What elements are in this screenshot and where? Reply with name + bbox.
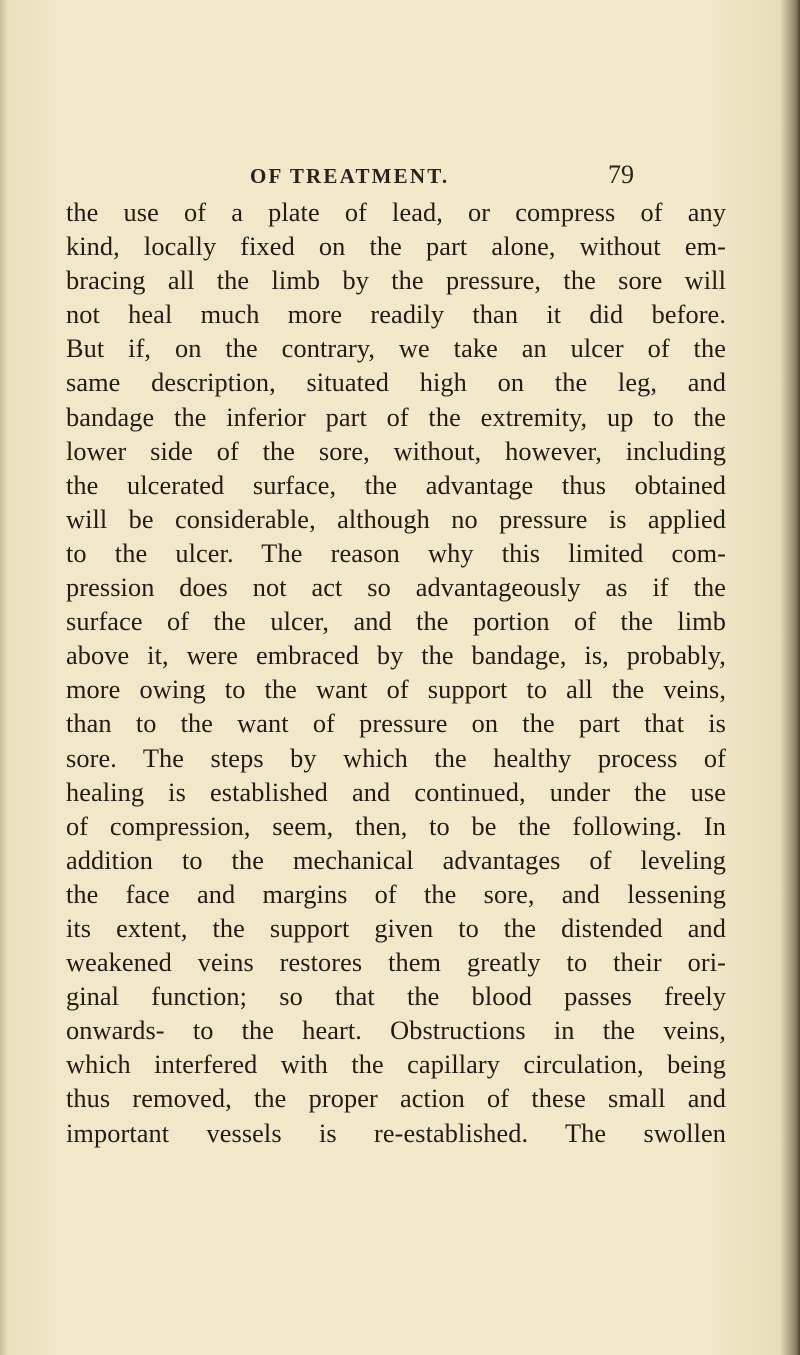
body-text (66, 196, 726, 1151)
text-line: pression does not act so advantageously as if the (66, 573, 726, 603)
text-line: ginal function; so that the blood passes freely (66, 982, 726, 1012)
text-line: healing is established and continued, under the use (66, 777, 726, 807)
text-line: thus removed, the proper action of these small and (66, 1084, 726, 1114)
text-line: its extent, the support given to the distended and (66, 913, 726, 943)
text-line: bracing all the limb by the pressure, the sore will (66, 266, 726, 296)
running-title: OF TREATMENT. (250, 164, 450, 188)
text-line: the face and margins of the sore, and lessening (66, 879, 726, 909)
text-line: the ulcerated surface, the advantage thus obtained (66, 470, 726, 500)
text-line: sore. The steps by which the healthy process of (66, 743, 726, 773)
running-head (0, 160, 800, 194)
text-line: will be considerable, although no pressure is applied (66, 504, 726, 534)
text-line: important vessels is re-established. The swollen (66, 1118, 726, 1148)
text-line: the use of a plate of lead, or compress of any (66, 198, 726, 227)
text-line: to the ulcer. The reason why this limited com- (66, 538, 726, 568)
text-line: than to the want of pressure on the part that is (66, 709, 726, 739)
page-number: 79 (608, 160, 634, 189)
text-line: bandage the inferior part of the extremity, up to the (66, 402, 726, 432)
text-line: addition to the mechanical advantages of leveling (66, 845, 726, 875)
text-line: of compression, seem, then, to be the following. In (66, 811, 726, 841)
text-line: But if, on the contrary, we take an ulcer of the (66, 334, 726, 364)
text-line: lower side of the sore, without, however, including (66, 436, 726, 466)
text-line: surface of the ulcer, and the portion of the limb (66, 607, 726, 637)
text-line: same description, situated high on the leg, and (66, 368, 726, 398)
text-line: kind, locally fixed on the part alone, without em- (66, 232, 726, 262)
text-line: onwards- to the heart. Obstructions in the veins, (66, 1016, 726, 1046)
text-line: not heal much more readily than it did before. (66, 300, 726, 330)
text-line: weakened veins restores them greatly to their ori- (66, 948, 726, 978)
text-line: above it, were embraced by the bandage, is, probably, (66, 641, 726, 671)
text-line: more owing to the want of support to all the veins, (66, 675, 726, 705)
page-gutter-shadow (0, 0, 8, 1355)
text-line: which interfered with the capillary circulation, being (66, 1050, 726, 1080)
